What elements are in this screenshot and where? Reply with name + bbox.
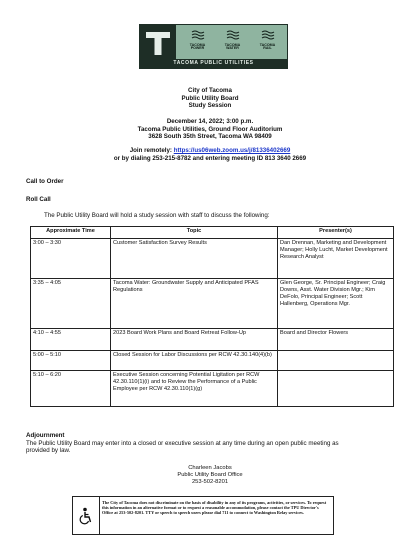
- signature-block: [0, 465, 420, 486]
- row-topic: Executive Session concerning Potential Ligitation per RCW 42.30.110(1)(i) and to Review the Performance of a Public Employee per RCW 42.30.110(1)(g): [111, 371, 278, 407]
- row-presenter: [278, 351, 394, 371]
- water-waves-icon: [226, 29, 240, 41]
- signature-name: Charleen Jacobs: [188, 465, 232, 471]
- row-time: 3:00 – 3:30: [31, 239, 111, 279]
- table-row: [31, 351, 394, 371]
- document-header: [0, 87, 420, 110]
- adjournment-text: The Public Utility Board may enter into a closed or executive session at any time during an open public meeting as provided by law.: [26, 440, 339, 455]
- adjournment-title: Adjournment: [26, 432, 65, 439]
- header-board: Public Utility Board: [181, 94, 239, 102]
- table-row: [31, 329, 394, 351]
- table-header-row: [31, 227, 394, 239]
- row-topic: Closed Session for Labor Discussions per RCW 42.30.140(4)(b): [111, 351, 278, 371]
- wheelchair-accessibility-icon: [73, 497, 100, 534]
- join-label: Join remotely:: [129, 147, 172, 154]
- row-presenter: Glen George, Sr. Principal Engineer; Craig Downs, Asst. Water Division Mgr.; Kim DeFolo, Principal Engineer; Scott Hallenberg, Operations Mgr.: [278, 279, 394, 329]
- notice-text: The City of Tacoma does not discriminate on the basis of disability in any of its programs, activities, or services. To request this information in an alternative format or to request a reasonable accommodation, please contact the TPU Director's Office at 253-502-8201. TTY or speech to speech users please dial 711 to connect to Washington Relay services.: [102, 500, 327, 516]
- signature-phone: 253-502-8201: [191, 479, 229, 485]
- row-time: 4:10 – 4:55: [31, 329, 111, 351]
- accessibility-notice: [72, 496, 334, 535]
- zoom-link[interactable]: https://us06web.zoom.us/j/81336402669: [173, 147, 291, 154]
- dial-in: or by dialing 253-215-8782 and entering meeting ID 813 3640 2669: [113, 154, 307, 162]
- header-session: Study Session: [188, 102, 232, 110]
- agenda-table: [30, 226, 394, 407]
- meeting-info: [0, 118, 420, 141]
- call-to-order: Call to Order: [26, 178, 64, 185]
- division-water: TACOMA WATER: [215, 27, 250, 59]
- t-logo-icon: [140, 25, 176, 61]
- roll-call: Roll Call: [26, 196, 51, 203]
- table-row: [31, 279, 394, 329]
- row-presenter: [278, 371, 394, 407]
- row-presenter: Board and Director Flowers: [278, 329, 394, 351]
- rail-waves-icon: [261, 29, 275, 41]
- row-time: 5:00 – 5:10: [31, 351, 111, 371]
- division-rail: TACOMA RAIL: [250, 27, 285, 59]
- header-city: City of Tacoma: [188, 87, 232, 94]
- row-topic: 2023 Board Work Plans and Board Retreat Follow-Up: [111, 329, 278, 351]
- header-presenter: Presenter(s): [278, 227, 394, 239]
- signature-office: Public Utility Board Office: [177, 472, 243, 478]
- header-topic: Topic: [111, 227, 278, 239]
- row-topic: Customer Satisfaction Survey Results: [111, 239, 278, 279]
- row-time: 5:10 – 6:20: [31, 371, 111, 407]
- row-presenter: Dan Drennan, Marketing and Development Manager; Holly Lucht, Market Development Research Analyst: [278, 239, 394, 279]
- header-time: Approximate Time: [31, 227, 111, 239]
- row-topic: Tacoma Water: Groundwater Supply and Anticipated PFAS Regulations: [111, 279, 278, 329]
- table-row: [31, 371, 394, 407]
- remote-info: [0, 147, 420, 162]
- row-time: 3:35 – 4:05: [31, 279, 111, 329]
- power-waves-icon: [191, 29, 205, 41]
- division-power: TACOMA POWER: [180, 27, 215, 59]
- meeting-location-2: 3628 South 35th Street, Tacoma WA 98409: [148, 133, 272, 141]
- meeting-location-1: Tacoma Public Utilities, Ground Floor Auditorium: [137, 125, 283, 133]
- table-row: [31, 239, 394, 279]
- meeting-datetime: December 14, 2022; 3:00 p.m.: [166, 118, 254, 125]
- intro-text: The Public Utility Board will hold a study session with staff to discuss the following:: [44, 212, 270, 219]
- tacoma-public-utilities-logo: [139, 24, 288, 69]
- logo-band: TACOMA PUBLIC UTILITIES: [140, 59, 287, 68]
